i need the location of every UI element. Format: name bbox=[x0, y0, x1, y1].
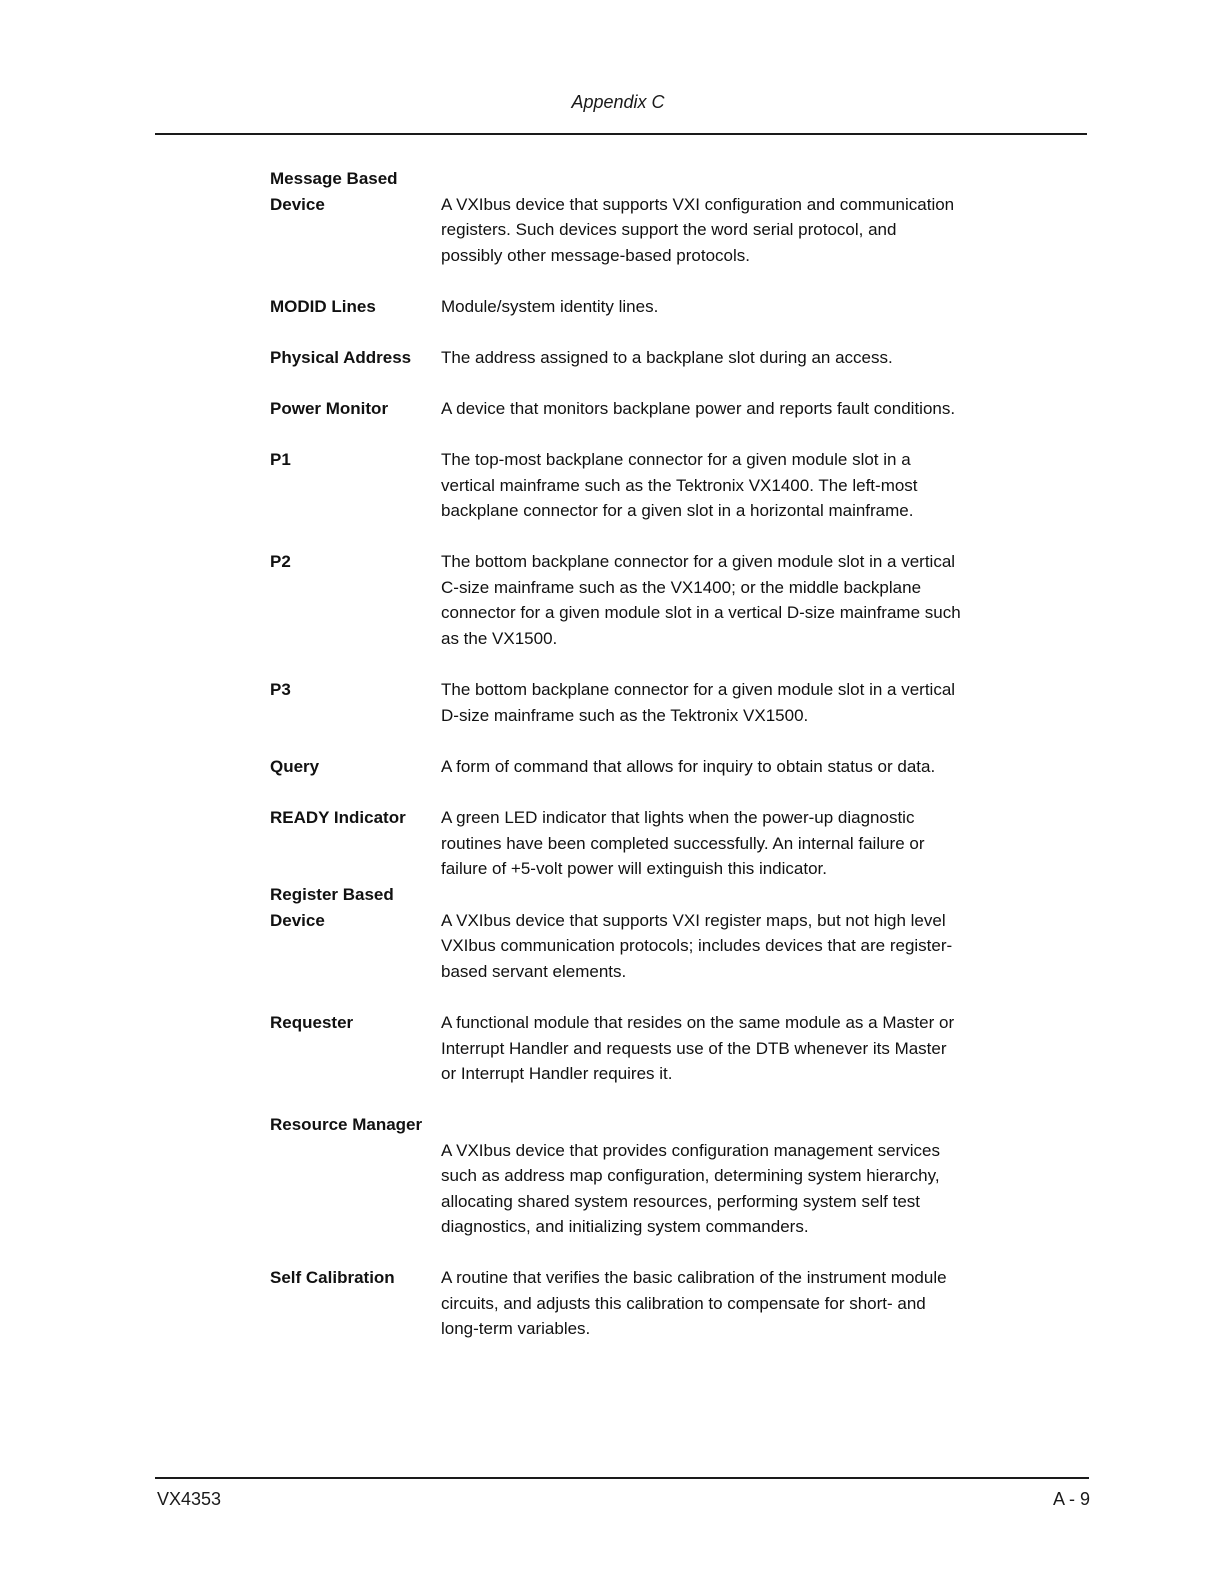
glossary-term bbox=[270, 805, 406, 831]
term-line: P3 bbox=[270, 680, 291, 699]
term-line: Device bbox=[270, 194, 325, 214]
header-rule bbox=[155, 133, 1087, 135]
term-line: Physical Address bbox=[270, 348, 412, 367]
glossary-term bbox=[270, 396, 388, 422]
term-line: Requester bbox=[270, 1013, 354, 1032]
term-line: Power Monitor bbox=[270, 399, 389, 418]
definition-line: as the VX1500. bbox=[441, 628, 558, 648]
definition-line: Interrupt Handler and requests use of the DTB whenever its Master bbox=[441, 1038, 947, 1058]
glossary-definition bbox=[441, 396, 1091, 422]
glossary-definition bbox=[441, 549, 1091, 651]
glossary-definition bbox=[441, 192, 1091, 269]
term-line: Register Based bbox=[270, 885, 394, 904]
glossary-term bbox=[270, 1265, 395, 1291]
definition-line: based servant elements. bbox=[441, 961, 627, 981]
glossary-term bbox=[270, 1010, 353, 1036]
footer-rule bbox=[155, 1477, 1089, 1479]
term-line: Resource Manager bbox=[270, 1115, 423, 1134]
definition-line: or Interrupt Handler requires it. bbox=[441, 1064, 673, 1083]
definition-line: vertical mainframe such as the Tektronix VX1400. The left-most bbox=[441, 475, 918, 495]
glossary-definition bbox=[441, 1265, 1091, 1342]
glossary-definition bbox=[441, 754, 1091, 780]
term-line: READY Indicator bbox=[270, 808, 406, 827]
footer-page-number: A - 9 bbox=[1052, 1489, 1090, 1509]
glossary-definition bbox=[441, 1010, 1091, 1087]
definition-line: A routine that verifies the basic calibration of the instrument module bbox=[441, 1268, 947, 1287]
definition-line: D-size mainframe such as the Tektronix VX1500. bbox=[441, 705, 809, 725]
definition-line: routines have been completed successfully. An internal failure or bbox=[441, 833, 925, 853]
definition-line: C-size mainframe such as the VX1400; or the middle backplane bbox=[441, 577, 922, 597]
glossary-term bbox=[270, 447, 291, 473]
definition-line: VXIbus communication protocols; includes devices that are register- bbox=[441, 936, 953, 955]
glossary-term bbox=[270, 754, 319, 780]
definition-line: A VXIbus device that supports VXI register maps, but not high level bbox=[441, 910, 946, 930]
page-header-title: Appendix C bbox=[571, 92, 665, 112]
definition-line: Module/system identity lines. bbox=[441, 297, 659, 316]
glossary-definition bbox=[441, 677, 1091, 728]
definition-line: The bottom backplane connector for a given module slot in a vertical bbox=[441, 680, 956, 699]
definition-line: A VXIbus device that provides configuration management services bbox=[441, 1140, 940, 1160]
glossary-definition bbox=[441, 345, 1091, 371]
definition-line: circuits, and adjusts this calibration to compensate for short- and bbox=[441, 1293, 926, 1313]
glossary-definition bbox=[441, 294, 1091, 320]
glossary-term bbox=[270, 294, 376, 320]
definition-line: A device that monitors backplane power and reports fault conditions. bbox=[441, 399, 956, 418]
glossary-term bbox=[270, 677, 291, 703]
term-line: Device bbox=[270, 910, 325, 930]
footer-model-number: VX4353 bbox=[157, 1489, 222, 1509]
definition-line: registers. Such devices support the word serial protocol, and bbox=[441, 220, 897, 239]
definition-line: long-term variables. bbox=[441, 1319, 591, 1338]
definition-line: failure of +5-volt power will extinguish this indicator. bbox=[441, 859, 827, 878]
glossary-term bbox=[270, 882, 394, 933]
definition-line: connector for a given module slot in a vertical D-size mainframe such bbox=[441, 603, 961, 622]
definition-line: The top-most backplane connector for a given module slot in a bbox=[441, 450, 911, 469]
definition-line: A functional module that resides on the same module as a Master or bbox=[441, 1013, 955, 1032]
glossary-definition bbox=[441, 447, 1091, 524]
term-line: Message Based bbox=[270, 169, 398, 188]
term-line: MODID Lines bbox=[270, 297, 376, 316]
term-line: P2 bbox=[270, 552, 291, 571]
glossary-definition bbox=[441, 908, 1091, 985]
definition-line: such as address map configuration, determining system hierarchy, bbox=[441, 1166, 940, 1185]
term-line: Self Calibration bbox=[270, 1268, 395, 1287]
definition-line: A form of command that allows for inquiry to obtain status or data. bbox=[441, 757, 936, 776]
definition-line: A green LED indicator that lights when the power-up diagnostic bbox=[441, 808, 915, 827]
glossary-definition bbox=[441, 1138, 1091, 1240]
definition-line: The address assigned to a backplane slot during an access. bbox=[441, 348, 893, 367]
term-line: P1 bbox=[270, 450, 291, 469]
glossary-term bbox=[270, 166, 398, 217]
definition-line: possibly other message-based protocols. bbox=[441, 245, 750, 265]
glossary-term bbox=[270, 1112, 422, 1138]
glossary-term bbox=[270, 549, 291, 575]
definition-line: The bottom backplane connector for a given module slot in a vertical bbox=[441, 552, 956, 571]
glossary-definition bbox=[441, 805, 1091, 882]
definition-line: backplane connector for a given slot in a horizontal mainframe. bbox=[441, 501, 914, 520]
glossary-term bbox=[270, 345, 411, 371]
definition-line: diagnostics, and initializing system commanders. bbox=[441, 1217, 809, 1236]
definition-line: A VXIbus device that supports VXI configuration and communication bbox=[441, 194, 955, 214]
definition-line: allocating shared system resources, performing system self test bbox=[441, 1191, 921, 1211]
term-line: Query bbox=[270, 757, 320, 776]
